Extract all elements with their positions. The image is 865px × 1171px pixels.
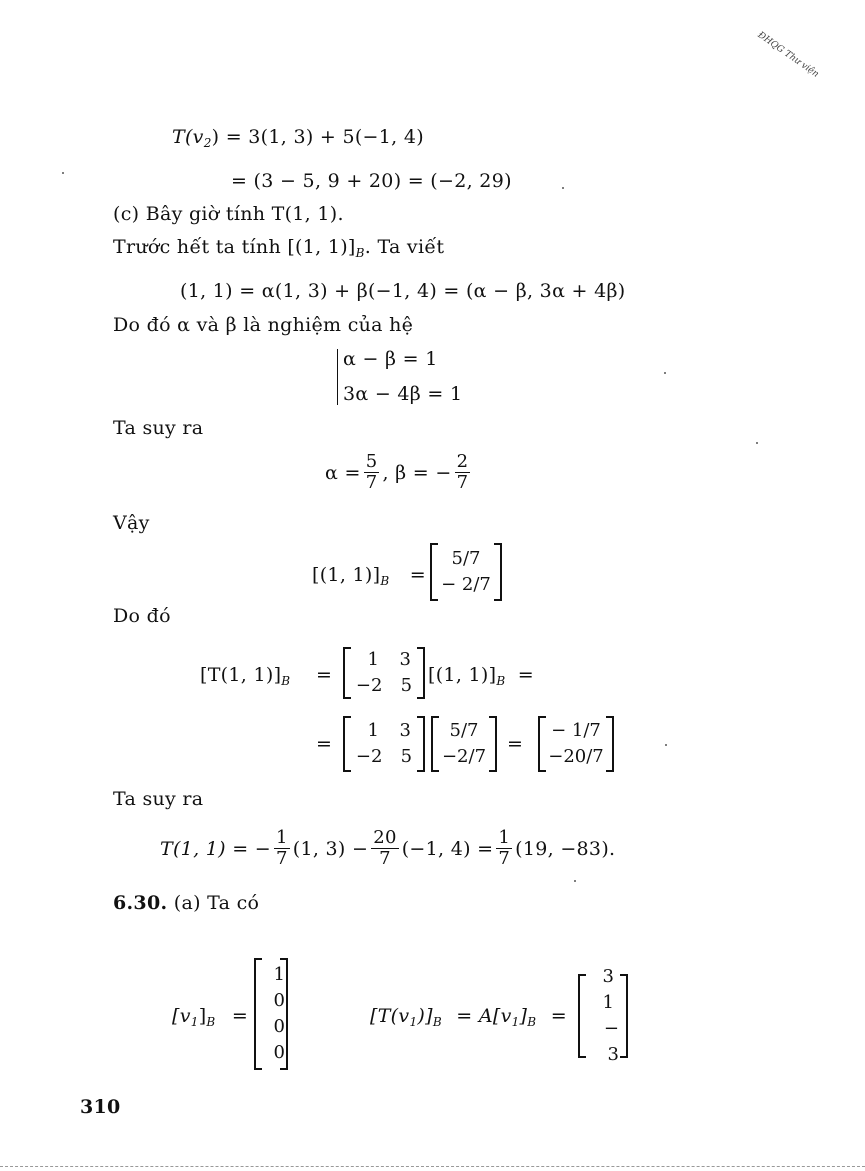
final-frac-3-num: 1 (498, 827, 511, 848)
section-number: 6.30. (113, 892, 168, 914)
final-frac-2-den: 7 (379, 848, 391, 869)
t-v2-sub: 2 (203, 136, 212, 150)
t-v1-eq2: = (550, 1005, 567, 1027)
matrix-M-2 (343, 716, 425, 772)
matrix-cell: 3 (399, 649, 411, 670)
first-compute-a: Trước hết ta tính [(1, 1)] (113, 236, 356, 258)
matrix-cell: −2/7 (441, 746, 487, 767)
t-v1-sub2: B (432, 1015, 442, 1029)
coord-after-sub: B (496, 674, 506, 688)
matrix-row (254, 1014, 288, 1040)
matrix-row (538, 744, 614, 770)
t-v1-expression (370, 1005, 567, 1029)
final-end: (19, −83). (515, 837, 616, 860)
matrix-cell: − 3 (603, 1018, 619, 1065)
matrix-row (343, 718, 425, 744)
t-v1-lhs: [T(v (370, 1005, 410, 1027)
coord-vector-text: [(1, 1)] (312, 564, 381, 586)
eq-t-v2-result: = (3 − 5, 9 + 20) = (−2, 29) (231, 170, 512, 192)
matrix-row (343, 744, 425, 770)
v1-eq: = (231, 1005, 249, 1027)
first-compute-b: . Ta viết (364, 236, 445, 258)
matrix-cell: −2 (355, 675, 383, 696)
matrix-cell: −20/7 (548, 746, 604, 767)
matrix-cell: 5/7 (449, 720, 479, 741)
t-v1-sub3: 1 (511, 1015, 520, 1029)
coord-after-eq: = (517, 664, 535, 686)
hence-label: Vậy (113, 512, 150, 534)
matrix-cell: − 1/7 (551, 720, 601, 741)
v1-lhs-sub1: 1 (190, 1015, 199, 1029)
alpha-fraction (364, 452, 380, 493)
matrix-M-1 (343, 647, 425, 699)
part-c-heading: (c) Bây giờ tính T(1, 1). (113, 203, 344, 225)
beta-lhs: , β = − (382, 461, 452, 484)
final-frac-2 (371, 828, 399, 869)
scan-speck (756, 442, 758, 444)
result-matrix (538, 716, 614, 772)
t-v2-rhs: ) = 3(1, 3) + 5(−1, 4) (211, 126, 424, 148)
t-coord-lhs (200, 664, 290, 688)
v1-matrix (254, 958, 288, 1070)
eq-sign-1: = (316, 664, 333, 686)
matrix-row (254, 962, 288, 988)
t-v1-sub4: B (527, 1015, 537, 1029)
coord-vector-sub: B (380, 574, 390, 588)
first-compute-line (113, 236, 444, 260)
scan-speck (574, 880, 576, 882)
matrix-cell: 5 (400, 746, 413, 767)
t-coord-text: [T(1, 1)] (200, 664, 282, 686)
matrix-cell: −2 (355, 746, 383, 767)
beta-den: 7 (456, 472, 469, 493)
eq-sign-2: = (316, 733, 333, 755)
coord-vector-eq: = (409, 564, 427, 586)
v1-lhs-a: [v (172, 1005, 191, 1027)
coord-after-text: [(1, 1)] (428, 664, 497, 686)
matrix-cell: 1 (367, 720, 379, 741)
matrix-row (430, 572, 502, 598)
t-v1-matrix (578, 966, 628, 1065)
matrix-row (578, 990, 628, 1016)
matrix-cell: 1 (367, 649, 379, 670)
coord-vector-lhs (312, 564, 426, 588)
final-frac-1 (274, 828, 290, 869)
matrix-cell: 0 (273, 1016, 285, 1037)
scan-speck (665, 744, 667, 746)
final-frac-3-den: 7 (498, 848, 511, 869)
eq-t-v2 (172, 126, 424, 150)
matrix-cell: 1 (273, 964, 285, 985)
alpha-num: 5 (365, 451, 378, 472)
t-v2-lhs: T(v (172, 126, 204, 148)
scan-speck (62, 172, 64, 174)
matrix-cell: 3 (602, 966, 614, 987)
scan-speck (664, 372, 666, 374)
conclude-label-2: Ta suy ra (113, 788, 204, 810)
library-stamp: ĐHQG Thư viện (755, 30, 821, 80)
matrix-row (578, 1016, 628, 1068)
v1-lhs-close: ] (198, 1005, 207, 1027)
final-mid-2: (−1, 4) = (401, 837, 494, 860)
system-brace (337, 349, 338, 405)
beta-num: 2 (456, 451, 469, 472)
alpha-lhs: α = (325, 461, 361, 484)
matrix-cell: − 2/7 (441, 574, 491, 595)
page-number: 310 (80, 1096, 121, 1118)
coord-after-matrix (428, 664, 534, 688)
coord-vector-matrix (430, 543, 502, 601)
final-frac-1-den: 7 (275, 848, 288, 869)
matrix-cell: 3 (399, 720, 411, 741)
bottom-rule (0, 1166, 865, 1167)
matrix-cell: 5 (400, 675, 413, 696)
matrix-row (431, 744, 497, 770)
final-mid-1: (1, 3) − (292, 837, 369, 860)
beta-fraction (455, 452, 471, 493)
matrix-cell: 0 (273, 1042, 285, 1063)
matrix-row (430, 546, 502, 572)
t-v1-sub1: 1 (409, 1015, 418, 1029)
matrix-row (538, 718, 614, 744)
system-intro: Do đó α và β là nghiệm của hệ (113, 314, 414, 336)
first-compute-sub: B (355, 246, 365, 260)
section-text: (a) Ta có (173, 892, 260, 914)
matrix-cell: 1 (602, 992, 614, 1013)
matrix-row (343, 647, 425, 673)
alpha-den: 7 (365, 472, 378, 493)
linear-combination-eq: (1, 1) = α(1, 3) + β(−1, 4) = (α − β, 3α + 4β) (180, 280, 626, 302)
final-frac-1-num: 1 (275, 827, 288, 848)
final-frac-3 (496, 828, 512, 869)
final-lhs: T(1, 1) = − (160, 837, 271, 860)
system-eq-1: α − β = 1 (343, 348, 438, 370)
therefore-label: Do đó (113, 605, 171, 627)
t-v1-mid: )] (417, 1005, 433, 1027)
section-6-30 (113, 892, 259, 914)
final-frac-2-num: 20 (373, 827, 397, 848)
matrix-row (254, 1040, 288, 1066)
final-expression (160, 828, 615, 869)
matrix-row (254, 988, 288, 1014)
alpha-beta-values (325, 452, 473, 493)
matrix-row (431, 718, 497, 744)
coord-vector-matrix-2 (431, 716, 497, 772)
t-coord-sub: B (281, 674, 291, 688)
system-eq-2: 3α − 4β = 1 (343, 383, 463, 405)
matrix-row (578, 964, 628, 990)
eq-sign-3: = (507, 733, 524, 755)
matrix-row (343, 673, 425, 699)
matrix-cell: 0 (273, 990, 285, 1011)
scan-speck (562, 187, 564, 189)
v1-lhs (172, 1005, 248, 1029)
t-v1-close: ] (519, 1005, 528, 1027)
matrix-cell: 5/7 (451, 548, 481, 569)
conclude-label-1: Ta suy ra (113, 417, 204, 439)
t-v1-eq: = A[v (456, 1005, 512, 1027)
v1-lhs-sub2: B (206, 1015, 216, 1029)
